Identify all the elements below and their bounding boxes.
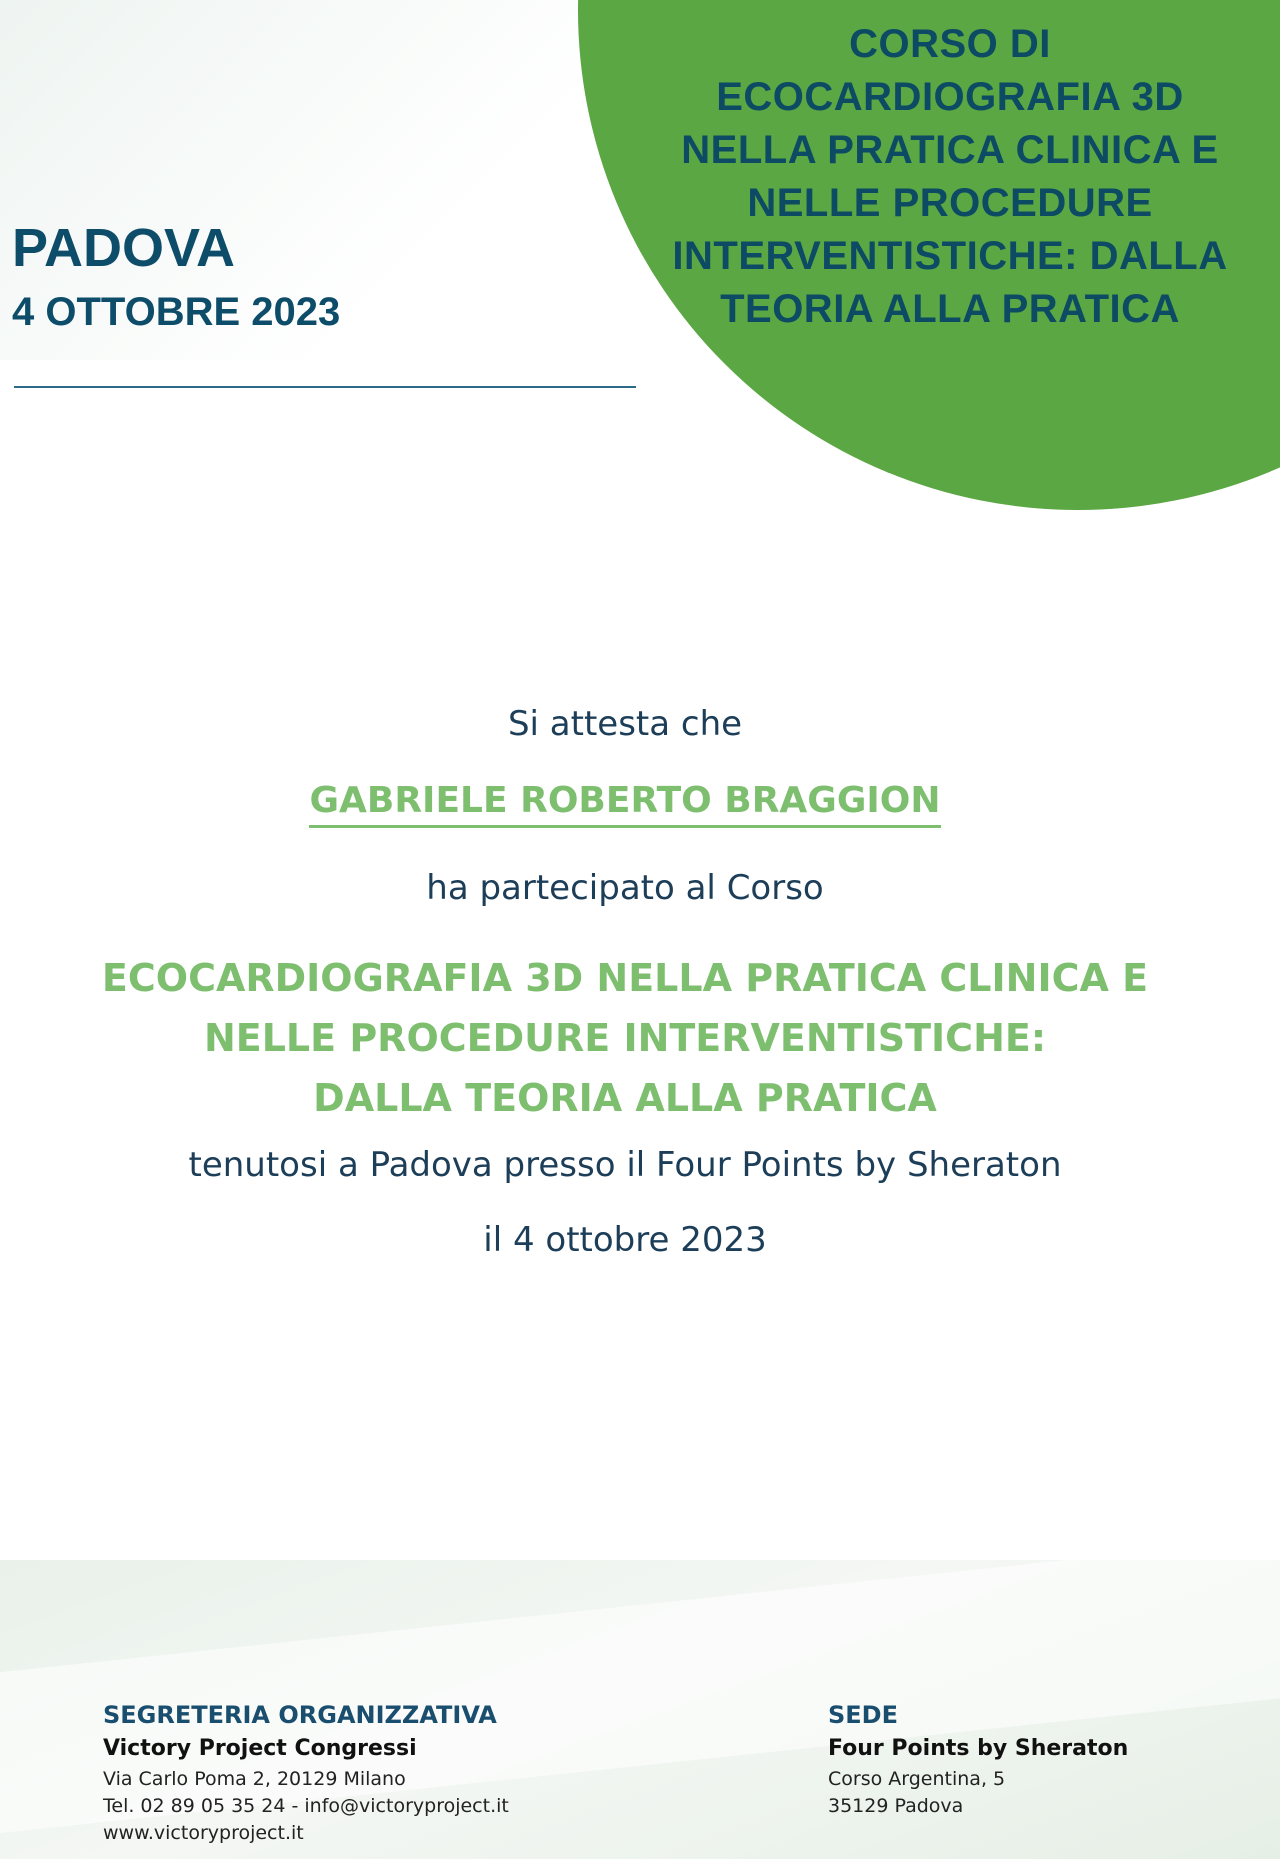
header-divider [14, 386, 636, 388]
organizer-name: Victory Project Congressi [103, 1736, 417, 1761]
organizer-address: Via Carlo Poma 2, 20129 Milano [103, 1768, 406, 1790]
organizer-heading: SEGRETERIA ORGANIZZATIVA [103, 1701, 497, 1729]
organizer-website: www.victoryproject.it [103, 1822, 304, 1844]
attest-line: Si attesta che [507, 704, 743, 744]
circle-title-line: ECOCARDIOGRAFIA 3D [716, 75, 1184, 119]
venue-line: tenutosi a Padova presso il Four Points by Sheraton [188, 1145, 1062, 1185]
course-title-line: NELLE PROCEDURE INTERVENTISTICHE: [203, 1016, 1047, 1060]
venue-heading: SEDE [828, 1701, 898, 1729]
participant-name: GABRIELE ROBERTO BRAGGION [309, 780, 940, 828]
course-title-line: DALLA TEORIA ALLA PRATICA [313, 1076, 937, 1120]
venue-street: Corso Argentina, 5 [828, 1768, 1006, 1790]
venue-info [828, 1698, 1128, 1820]
organizer-info [103, 1698, 509, 1847]
course-title [0, 948, 1250, 1128]
venue-name: Four Points by Sheraton [828, 1736, 1129, 1761]
circle-title-line: INTERVENTISTICHE: DALLA [672, 234, 1228, 278]
circle-title-line: CORSO DI [849, 22, 1051, 66]
venue-city: 35129 Padova [828, 1795, 964, 1817]
course-title-circle [630, 18, 1270, 336]
circle-title-line: NELLE PROCEDURE [747, 181, 1153, 225]
course-title-line: ECOCARDIOGRAFIA 3D NELLA PRATICA CLINICA E [101, 956, 1149, 1000]
participated-line: ha partecipato al Corso [426, 868, 824, 908]
circle-title-line: NELLA PRATICA CLINICA E [681, 128, 1219, 172]
event-date: 4 OTTOBRE 2023 [12, 290, 341, 334]
held-date: il 4 ottobre 2023 [483, 1220, 767, 1260]
participant-name-block [0, 780, 1250, 821]
event-city: PADOVA [12, 218, 236, 278]
organizer-contact: Tel. 02 89 05 35 24 - info@victoryproject.it [103, 1795, 509, 1817]
circle-title-line: TEORIA ALLA PRATICA [720, 287, 1180, 331]
